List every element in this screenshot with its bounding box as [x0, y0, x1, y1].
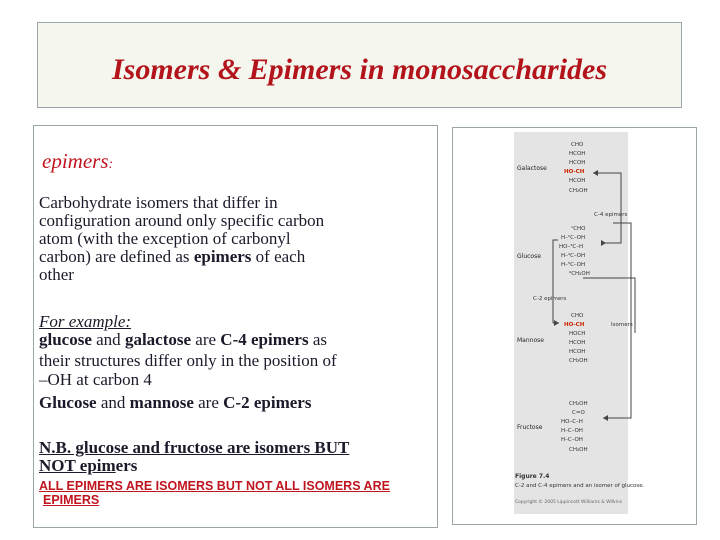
example-line-3: –OH at carbon 4	[39, 370, 152, 389]
nb-line-2: NOT epimers	[39, 456, 138, 475]
figure-caption-title: Figure 7.4	[515, 473, 550, 480]
definition-line-3: atom (with the exception of carbonyl	[39, 229, 291, 248]
label-isomers: Isomers	[611, 322, 633, 328]
nb-line-1: N.B. glucose and fructose are isomers BUT	[39, 438, 350, 457]
title-box	[37, 22, 682, 108]
red-note-line-2: EPIMERS	[43, 493, 100, 507]
label-mannose: Mannose	[517, 337, 544, 344]
text-box	[33, 125, 438, 528]
example-line-1: glucose and galactose are C-4 epimers as	[39, 330, 327, 349]
figure-copyright: Copyright © 2005 Lippincott Williams & Wilkins	[515, 500, 623, 505]
definition-line-1: Carbohydrate isomers that differ in	[39, 193, 278, 212]
example-label: For example:	[39, 312, 132, 331]
label-c2-epimers: C-2 epimers	[533, 296, 567, 302]
slide-title: Isomers & Epimers in monosaccharides	[111, 53, 608, 86]
label-galactose: Galactose	[517, 165, 547, 172]
example-line-4: Glucose and mannose are C-2 epimers	[39, 393, 312, 412]
figure-caption: C-2 and C-4 epimers and an isomer of glucose.	[515, 483, 645, 489]
example-line-2: their structures differ only in the position of	[39, 351, 337, 370]
definition-line-2: configuration around only specific carbon	[39, 211, 325, 230]
figure-box: Galactose Glucose Mannose Fructose C-4 epimers C-2 epimers Isomers CHO HCOH HCOH HO-CH HCOH CH₂OH ¹CHO H–²C–OH HO–³C–H H–⁴C–OH H–⁵C–OH ⁶CH₂OH CHO HO-CH HOCH HCOH HCOH CH₂OH CH₂OH C=O HO–C–H H–C–OH H–C–OH CH₂OH Figure 7.4 C-2 and C-4 epimers and an isomer of glucose. Copyright © 2005 Lippincott Williams & Wilkins	[452, 127, 697, 525]
label-c4-epimers: C-4 epimers	[594, 212, 628, 218]
label-glucose: Glucose	[517, 253, 541, 260]
epimers-heading: epimers:	[42, 149, 114, 173]
definition-line-5: other	[39, 265, 74, 284]
red-note-line-1: ALL EPIMERS ARE ISOMERS BUT NOT ALL ISOMERS ARE	[39, 479, 390, 493]
definition-line-4: carbon) are defined as epimers of each	[39, 247, 306, 266]
label-fructose: Fructose	[517, 424, 543, 431]
